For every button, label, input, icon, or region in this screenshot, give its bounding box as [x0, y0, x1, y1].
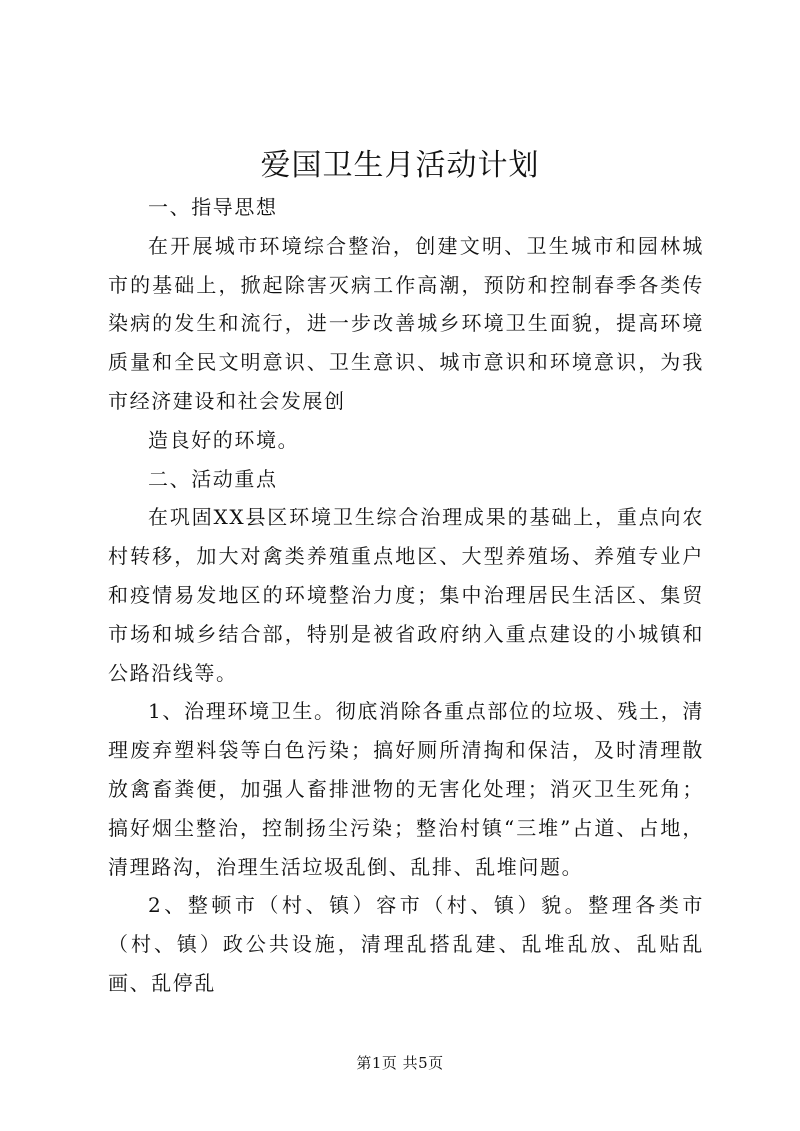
paragraph: 1、治理环境卫生。彻底消除各重点部位的垃圾、残土，清理废弃塑料袋等白色污染；搞好厕所清掏和保洁，及时清理散放禽畜粪便，加强人畜排泄物的无害化处理；消灭卫生死角；搞好烟尘整治，控制扬尘污染；整治村镇“三堆”占道、占地，清理路沟，治理生活垃圾乱倒、乱排、乱堆问题。 [108, 699, 704, 879]
document-title: 爱国卫生月活动计划 [260, 148, 540, 183]
paragraph: 造良好的环境。 [148, 427, 300, 452]
paragraph: 在开展城市环境综合整治，创建文明、卫生城市和园林城市的基础上，掀起除害灭病工作高潮，预防和控制春季各类传染病的发生和流行，进一步改善城乡环境卫生面貌，提高环境质量和全民文明意识、卫生意识、城市意识和环境意识，为我市经济建设和社会发展创 [108, 233, 704, 413]
section-heading-guiding-ideology: 一、指导思想 [148, 195, 278, 219]
paragraph: 2、整顿市（村、镇）容市（村、镇）貌。整理各类市（村、镇）政公共设施，清理乱搭乱建、乱堆乱放、乱贴乱画、乱停乱 [108, 893, 704, 995]
document-body [108, 188, 704, 1003]
page-footer: 第1页 共5页 [356, 1054, 444, 1072]
section-heading-activity-focus: 二、活动重点 [148, 466, 278, 491]
paragraph: 在巩固XX县区环境卫生综合治理成果的基础上，重点向农村转移，加大对禽类养殖重点地区、大型养殖场、养殖专业户和疫情易发地区的环境整治力度；集中治理居民生活区、集贸市场和城乡结合部，特别是被省政府纳入重点建设的小城镇和公路沿线等。 [108, 505, 704, 685]
